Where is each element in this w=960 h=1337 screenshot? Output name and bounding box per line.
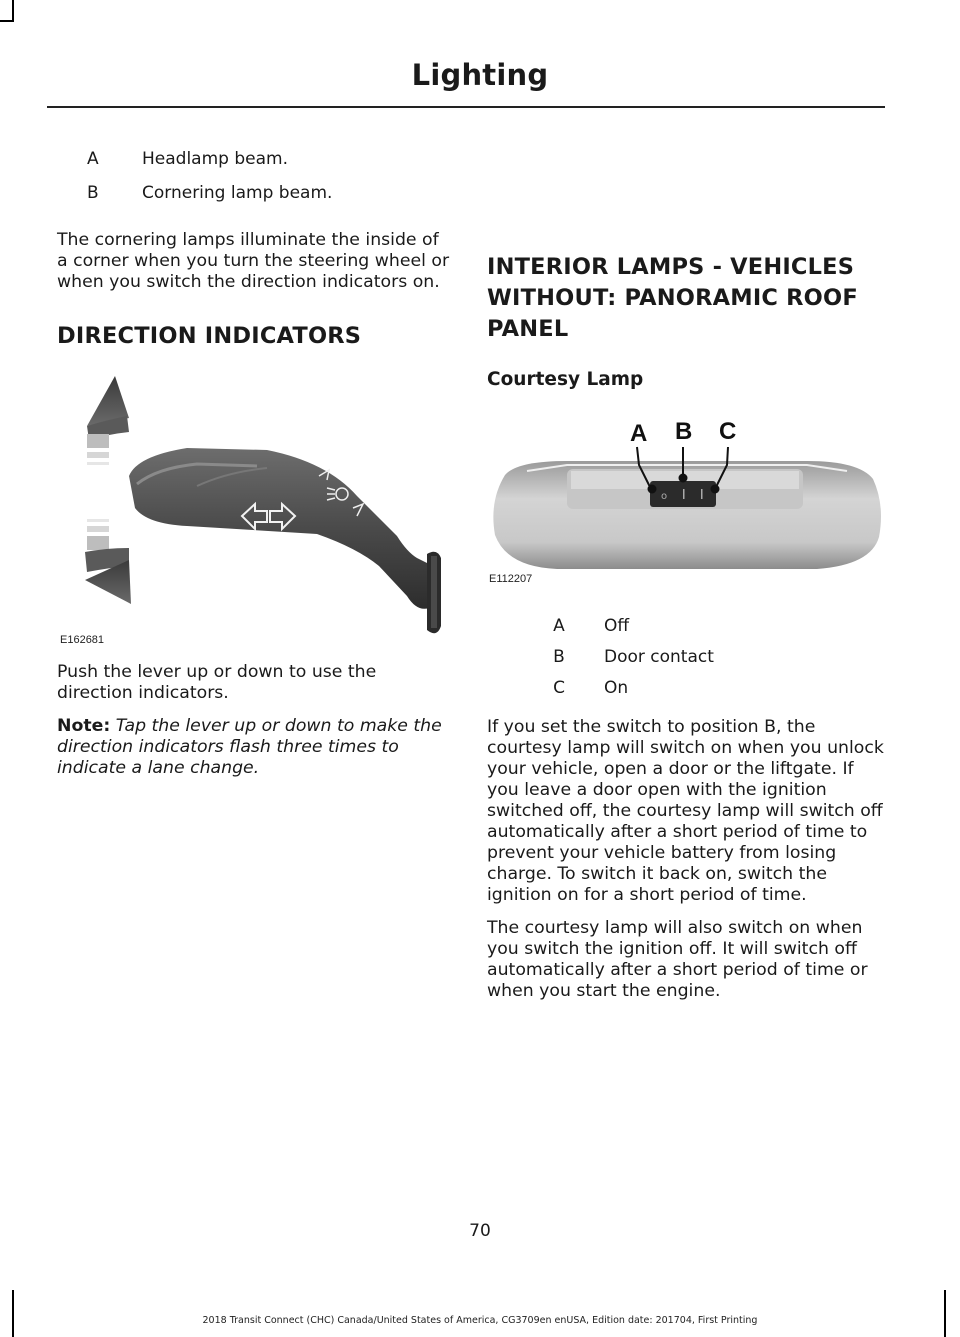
crop-mark [0,20,14,22]
figure-id: E162681 [60,634,105,646]
direction-lever-figure [57,376,453,646]
header-rule [47,106,885,108]
page-number: 70 [469,1221,491,1241]
legend-key: B [553,647,565,667]
legend-item [57,182,453,204]
legend-item [57,148,453,170]
note-paragraph [57,716,453,779]
figure-id: E112207 [489,573,533,585]
push-lever-paragraph: Push the lever up or down to use the direction indicators. [57,662,377,703]
legend-value: Door contact [604,647,714,667]
legend-key: A [87,149,99,169]
callout-a: A [630,420,648,447]
page-title: Lighting [411,58,549,92]
note-label: Note: [57,716,111,736]
legend-key: C [553,678,565,698]
left-column [57,148,453,791]
courtesy-lamp-heading: Courtesy Lamp [487,369,644,390]
legend-value: Cornering lamp beam. [142,183,333,203]
switch-off-mark: o [661,491,668,502]
courtesy-lamp-figure [487,405,885,629]
legend-key: B [87,183,99,203]
legend-item [487,677,887,699]
crop-mark [12,1290,14,1337]
callout-c: C [719,418,737,445]
ignition-paragraph: The courtesy lamp will also switch on when you switch the ignition off. It will switch off automatically after a short period of time or when you start the engine. [487,918,868,1001]
interior-lamps-heading: INTERIOR LAMPS - VEHICLES WITHOUT: PANORAMIC ROOF PANEL [487,254,858,342]
legend-value: Headlamp beam. [142,149,288,169]
cornering-paragraph: The cornering lamps illuminate the inside of a corner when you turn the steering wheel or when you switch the direction indicators on. [57,230,450,292]
direction-lever-illustration [57,376,453,646]
callout-b: B [675,418,693,445]
note-text: Tap the lever up or down to make the direction indicators flash three times to indicate a lane change. [57,716,442,778]
right-column [487,252,887,1014]
footer-text: 2018 Transit Connect (CHC) Canada/United States of America, CG3709en enUSA, Edition date: 201704, First Printing [202,1315,758,1326]
crop-mark [944,1290,946,1337]
legend-value: Off [604,616,630,636]
legend-item [487,646,887,668]
crop-mark [12,0,14,22]
legend-value: On [604,678,629,698]
direction-indicators-heading: DIRECTION INDICATORS [57,323,362,349]
courtesy-lamp-illustration [487,405,885,629]
legend-key: A [553,616,565,636]
switch-position-paragraph: If you set the switch to position B, the courtesy lamp will switch on when you unlock your vehicle, open a door or the liftgate. If you leave a door open with the ignition switched off, the courtesy lamp will switch off automatically after a short period of time to prevent your vehicle battery from losing charge. To switch it back on, switch the ignition on for a short period of time. [487,717,884,905]
